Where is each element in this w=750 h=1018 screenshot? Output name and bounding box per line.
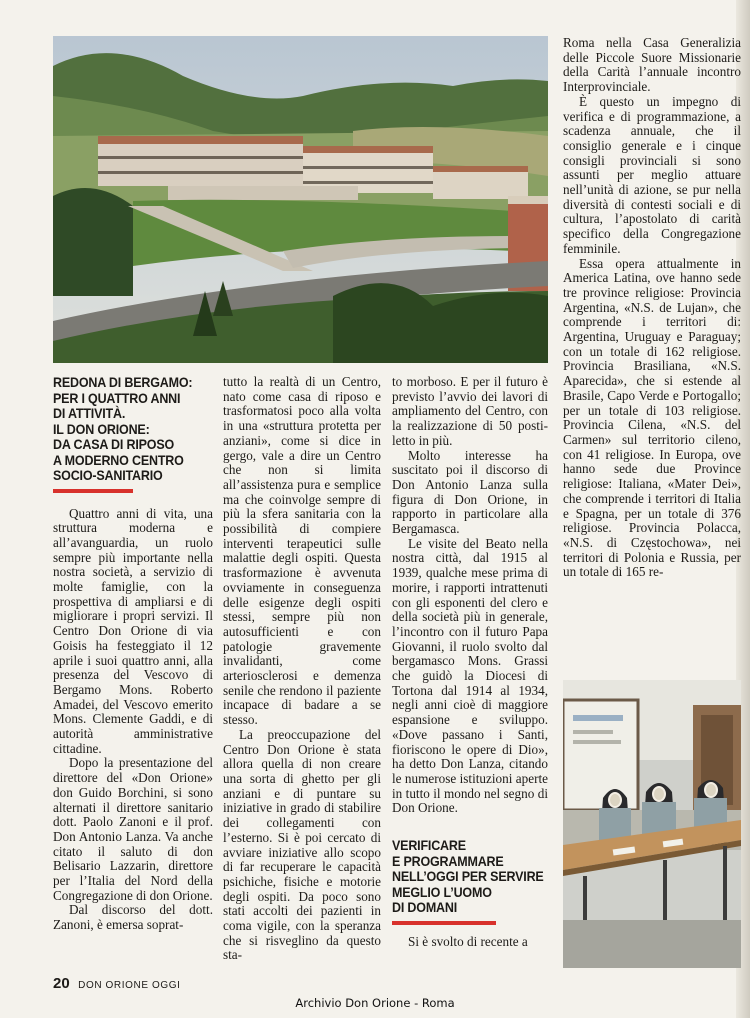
headline-line: VERIFICARE <box>392 838 466 854</box>
headline-line: PER I QUATTRO ANNI <box>53 390 181 406</box>
headline-line: DI ATTIVITÀ. <box>53 406 126 421</box>
headline-line: NELL’OGGI PER SERVIRE <box>392 869 544 885</box>
headline-line: MEGLIO L’UOMO <box>392 884 492 900</box>
paragraph: La preoccupazione del Centro Don Orione è stata allora quella di non creare una sorta di ghetto per gli anziani e di puntare su iniziative in grado di stabilire dei collegamenti con l’esterno. Si è poi cercato di avviare iniziative allo scopo di far recuperare le capacità psichiche, fisiche e motorie degli ospiti. Da poco sono stati accolti dei pazienti in coma vigile, con la speranza che si risveglino da questo sta- <box>223 726 381 963</box>
column-2 <box>223 375 381 963</box>
paragraph: È questo un impegno di verifica e di programmazione, a scadenza annuale, che il consiglio generale e i cinque consigli provinciali si sono assunti per meglio attuare nell’unità di azione, se pur nella diversità di contesti sociali e di cultura, l’apostolato di carità specifico della Congregazione femminile. <box>563 93 741 256</box>
column-4 <box>563 36 741 580</box>
paragraph: Le visite del Beato nella nostra città, dal 1915 al 1939, qualche mese prima di morire, i rapporti intrattenuti con gli esponenti del clero e della società più in generale, l’incontro con il futuro Papa Giovanni, il ruolo svolto dal bergamasco Mons. Grassi che guidò la Diocesi di Tortona dal 1914 al 1934, negli anni cioè di maggiore espansione e sviluppo. «Dove passano i Santi, fioriscono le opere di Dio», ha detto Don Lanza, citando le numerose istituzioni aperte in tutto il mondo nel segno di Don Orione. <box>392 535 548 816</box>
paragraph: Quattro anni di vita, una struttura moderna e all’avanguardia, un ruolo sempre più importante nella nostra società, a servizio di molte famiglie, con la prospettiva di ampliarsi e di migliorare i propri servizi. Il Centro Don Orione di via Goisis ha festeggiato il 12 aprile i suoi quattro anni, alla presenza del Vescovo di Bergamo Mons. Roberto Amadei, del Vescovo emerito Mons. Clemente Gaddi, e di autorità amministrative cittadine. <box>53 505 213 756</box>
paragraph: to morboso. E per il futuro è previsto l’avvio dei lavori di ampliamento del Centro, con la realizzazione di 50 posti-letto in più. <box>392 374 548 448</box>
paragraph: Essa opera attualmente in America Latina, ove hanno sede tre province religiose: Provincia Argentina, «N.S. de Lujan», che comprende i territori di: Argentina, Uruguay e Paraguay; con un totale di 162 religiose. Provincia Brasiliana, «N.S. Aparecida», che si estende al Brasile, Capo Verde e Portogallo; per un totale di 103 religiose. Provincia Cilena, «N.S. del Carmen» sul territorio cileno, con 41 religiose. In Europa, ove hanno sede due Province religiose: Italiana, «Mater Dei», che comprende i territori di Italia e Spagna, per un totale di 376 religiose. Provincia Polacca, «N.S. di Częstochowa», nei territori di Polonia e Russia, per un totale di 165 re- <box>563 255 741 580</box>
archive-caption: Archivio Don Orione - Roma <box>295 996 455 1010</box>
headline-line: SOCIO-SANITARIO <box>53 468 163 483</box>
headline-line: A MODERNO CENTRO <box>53 452 184 468</box>
headline-line: IL DON ORIONE: <box>53 421 150 437</box>
headline-line: DA CASA DI RIPOSO <box>53 437 175 452</box>
paragraph: tutto la realtà di un Centro, nato come casa di riposo e trasformatosi poco alla volta in una «struttura protetta per anziani», come si dice in gergo, vale a dire un Centro che non si limita all’assistenza pura e semplice ma che coinvolge sempre di più la sfera sanitaria con la possibilità di compiere interventi terapeutici sulle malattie degli ospiti. Questa trasformazione è avvenuta ovviamente in conseguenza delle esigenze degli ospiti stessi, sempre più non autosufficienti e con patologie gravemente invalidanti, come arteriosclerosi e demenza senile che rendono il paziente incapace di badare a se stesso. <box>223 374 381 728</box>
page-folio <box>53 975 180 993</box>
paragraph: Dal discorso del dott. Zanoni, è emersa soprat- <box>53 902 213 933</box>
headline-underline <box>53 489 133 493</box>
paragraph: Si è svolto di recente a <box>408 933 528 949</box>
subheadline-block <box>392 838 548 925</box>
headline-redona <box>53 375 211 484</box>
headline-line: REDONA DI BERGAMO: <box>53 375 193 390</box>
paragraph: Molto interesse ha suscitato poi il discorso di Don Antonio Lanza sulla figura di Don Orione, in rapporto in particolare alla Bergamasca. <box>392 447 548 537</box>
page-number: 20 <box>53 975 70 992</box>
magazine-name: DON ORIONE OGGI <box>78 980 181 991</box>
paragraph: Roma nella Casa Generalizia delle Piccole Suore Missionarie della Carità l’annuale incontro Interprovinciale. <box>563 35 741 95</box>
headline-line: DI DOMANI <box>392 900 458 916</box>
subheadline-verificare <box>392 838 550 916</box>
paragraph: Dopo la presentazione del direttore del «Don Orione» don Guido Borchini, si sono alternati il direttore sanitario dott. Paolo Zanoni e il prof. Don Antonio Lanza. Va anche citato il saluto di don Belisario Lazzarin, direttore per l’Italia del Nord della Congregazione di don Orione. <box>53 755 213 903</box>
subheadline-underline <box>392 921 496 925</box>
column-1 <box>53 375 213 933</box>
headline-line: E PROGRAMMARE <box>392 853 504 869</box>
photo-centro-don-orione <box>53 36 548 363</box>
photo-suore-incontro <box>563 680 741 968</box>
column-3 <box>392 375 548 949</box>
